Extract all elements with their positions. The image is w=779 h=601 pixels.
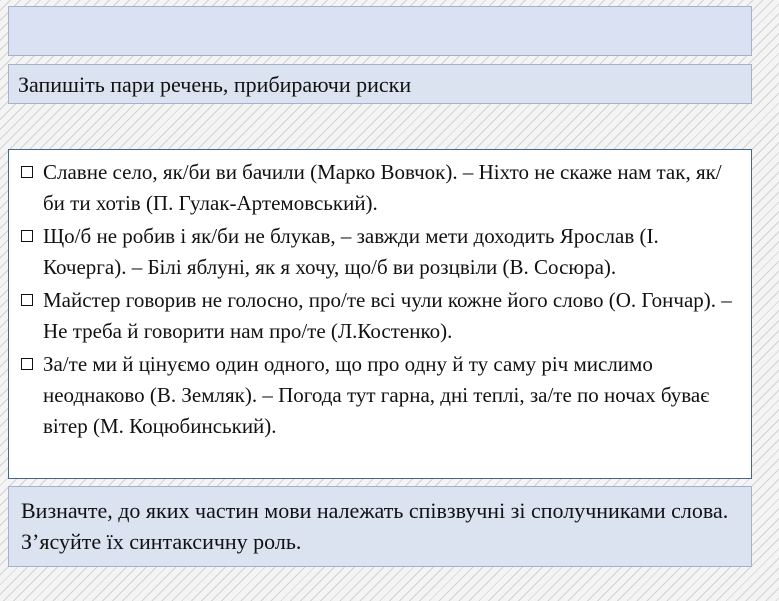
instruction-text: Запишіть пари речень, прибираючи риски [18, 72, 412, 97]
example-item [21, 349, 741, 442]
example-item [21, 285, 741, 347]
checkbox-bullet-icon [21, 166, 33, 178]
example-text: Славне село, як/би ви бачили (Марко Вовчок). – Ніхто не скаже нам так, як/би ти хотів (П. Гулак-Артемовський). [43, 160, 722, 215]
checkbox-bullet-icon [21, 358, 33, 370]
example-text: Майстер говорив не голосно, про/те всі чули кожне його слово (О. Гончар). – Не треба й говорити нам про/те (Л.Костенко). [43, 288, 732, 343]
example-text: Що/б не робив і як/би не блукав, – завжди мети доходить Ярослав (І. Кочерга). – Білі яблуні, як я хочу, що/б ви розцвіли (В. Сосюра). [43, 224, 659, 279]
example-item [21, 157, 741, 219]
checkbox-bullet-icon [21, 294, 33, 306]
example-item [21, 221, 741, 283]
examples-box [8, 149, 752, 479]
example-text: За/те ми й цінуємо один одного, що про одну й ту саму річ мислимо неоднаково (В. Земляк). – Погода тут гарна, дні теплі, за/те по ночах буває вітер (М. Коцюбинський). [43, 352, 710, 438]
title-bar [8, 6, 752, 56]
checkbox-bullet-icon [21, 230, 33, 242]
instruction-box [8, 64, 752, 104]
task-box [8, 486, 752, 567]
task-text: Визначте, до яких частин мови належать співзвучні зі сполучниками слова. З’ясуйте їх синтаксичну роль. [21, 498, 729, 554]
